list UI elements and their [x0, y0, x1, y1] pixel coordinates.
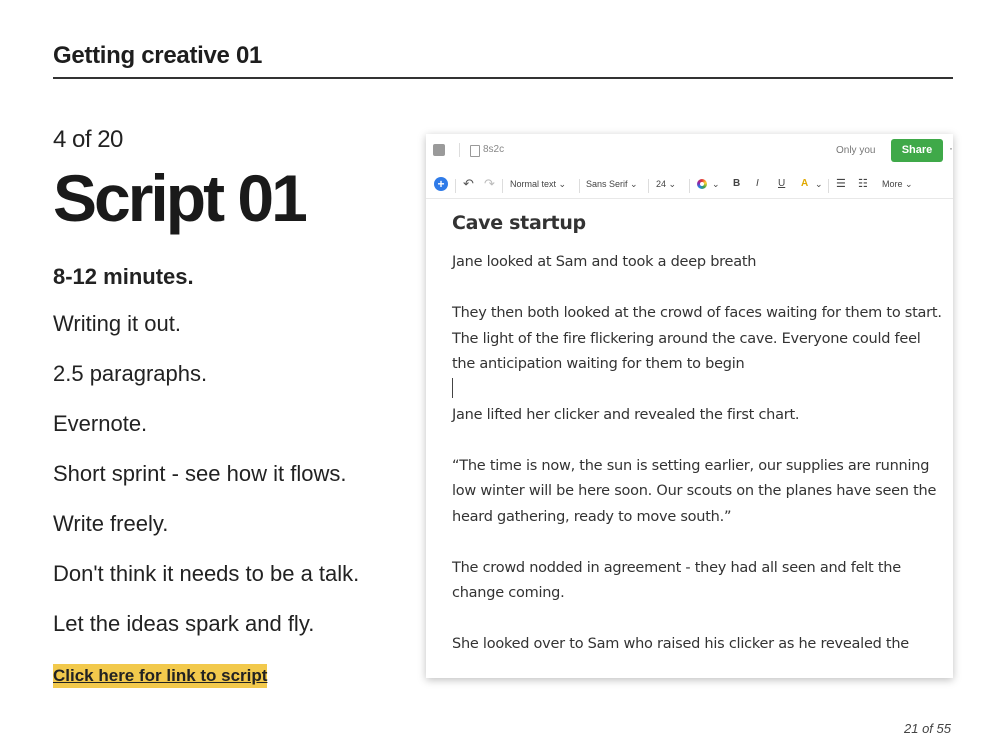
document-paragraph: Jane looked at Sam and took a deep breath [452, 254, 757, 270]
sharing-status: Only you [836, 145, 876, 156]
toolbar-divider [459, 143, 460, 157]
chevron-down-icon[interactable]: ⌄ [712, 179, 720, 189]
chevron-down-icon: ⌄ [630, 179, 638, 189]
share-button[interactable]: Share [891, 139, 943, 162]
more-label: More [882, 179, 903, 189]
slide-title: Getting creative 01 [53, 42, 263, 69]
more-menu[interactable] [882, 170, 913, 198]
font-value: Sans Serif [586, 179, 628, 189]
font-size-select[interactable] [656, 170, 676, 198]
toolbar-divider [502, 179, 503, 193]
document-icon [470, 145, 480, 157]
italic-button[interactable]: I [756, 178, 759, 189]
formatting-toolbar [426, 170, 953, 199]
highlight-button[interactable]: A [801, 178, 809, 189]
duration-text: 8-12 minutes. [53, 264, 194, 289]
chevron-down-icon: ⌄ [668, 179, 677, 189]
slide-content [53, 126, 413, 688]
document-paragraph: The crowd nodded in agreement - they had all seen and felt the change coming. [452, 559, 901, 601]
document-name: 8s2c [483, 144, 505, 155]
font-size-value: 24 [656, 179, 667, 189]
tip-item: Short sprint - see how it flows. [53, 461, 347, 486]
editor-topbar [426, 134, 953, 167]
text-style-value: Normal text [510, 179, 557, 189]
chevron-down-icon: ⌄ [558, 179, 567, 189]
font-select[interactable] [586, 170, 638, 198]
tip-item: 2.5 paragraphs. [53, 361, 208, 386]
chevron-down-icon[interactable]: ⌄ [815, 179, 823, 189]
document-paragraph: Jane lifted her clicker and revealed the first chart. [452, 406, 800, 423]
bold-button[interactable]: B [733, 178, 741, 189]
text-cursor [452, 378, 453, 398]
editor-screenshot [426, 134, 953, 678]
tip-item: Writing it out. [53, 311, 181, 336]
text-color-icon[interactable] [697, 179, 707, 189]
document-paragraph: “The time is now, the sun is setting earlier, our supplies are running low winter will be here soon. Our scouts on the planes have seen the heard gathering, ready to move south.” [452, 457, 937, 525]
page-number: 21 of 55 [904, 721, 951, 736]
chevron-down-icon: ⌄ [905, 179, 913, 189]
document-body[interactable] [452, 212, 942, 678]
tip-item: Let the ideas spark and fly. [53, 611, 315, 636]
document-paragraph: They then both looked at the crowd of faces waiting for them to start. The light of the fire flickering around the cave. Everyone could feel the anticipation waiting for them to begin [452, 305, 942, 372]
tip-item: Evernote. [53, 411, 148, 436]
more-options-icon[interactable]: · [949, 141, 953, 155]
toolbar-divider [648, 179, 649, 193]
toolbar-divider [689, 179, 690, 193]
header-divider [53, 77, 953, 79]
section-counter: 4 of 20 [53, 126, 123, 153]
redo-icon[interactable]: ↷ [484, 176, 495, 191]
document-heading: Cave startup [452, 212, 586, 234]
slide-header [53, 42, 953, 70]
tip-item: Don't think it needs to be a talk. [53, 561, 360, 586]
toolbar-divider [579, 179, 580, 193]
script-title: Script 01 [53, 161, 305, 235]
bullet-list-icon[interactable]: ☰ [836, 178, 846, 190]
document-paragraph: She looked over to Sam who raised his clicker as he revealed the [452, 636, 909, 652]
tip-item: Write freely. [53, 511, 169, 536]
add-icon[interactable]: + [434, 177, 448, 191]
tips-list [53, 310, 413, 660]
toolbar-divider [828, 179, 829, 193]
numbered-list-icon[interactable]: ☷ [858, 178, 868, 190]
script-link[interactable]: Click here for link to script [53, 664, 267, 688]
text-style-select[interactable] [510, 170, 566, 198]
undo-icon[interactable]: ↶ [463, 176, 474, 191]
toolbar-divider [455, 179, 456, 193]
expand-icon[interactable] [433, 144, 445, 156]
underline-button[interactable]: U [778, 178, 786, 189]
